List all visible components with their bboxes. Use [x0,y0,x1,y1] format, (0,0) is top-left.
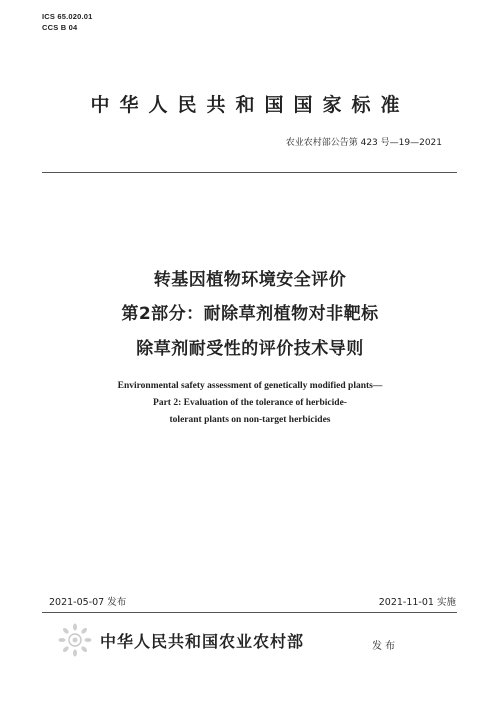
issue-date: 2021-05-07 [49,597,105,608]
ministry-emblem-icon [58,623,92,657]
issuer-name: 中华人民共和国农业农村部 [100,632,305,651]
ccs-code: CCS B 04 [42,23,78,32]
issue-date-block [49,594,126,608]
national-standard-heading: 中华人民共和国国家标准 [90,94,410,116]
en-title-line-1: Environmental safety assessment of genetically modified plants— [117,381,383,391]
top-divider [42,172,457,173]
issue-label: 发布 [107,597,127,608]
en-title-line-3: tolerant plants on non-target herbicides [169,415,331,425]
en-title-line-2: Part 2: Evaluation of the tolerance of herbicide- [153,398,347,408]
bottom-divider [42,612,457,613]
issuer-action: 发布 [372,641,398,652]
cn-title-line-1: 转基因植物环境安全评价 [153,270,347,290]
ics-code: ICS 65.020.01 [42,12,93,21]
implementation-date-block [379,594,456,608]
implementation-date: 2021-11-01 [378,597,434,608]
implementation-label: 实施 [436,597,456,608]
cn-title-line-3: 除草剂耐受性的评价技术导则 [136,339,364,359]
standard-number: 农业农村部公告第 423 号—19—2021 [285,138,442,148]
cn-title-line-2: 第2部分：耐除草剂植物对非靶标 [121,304,379,324]
